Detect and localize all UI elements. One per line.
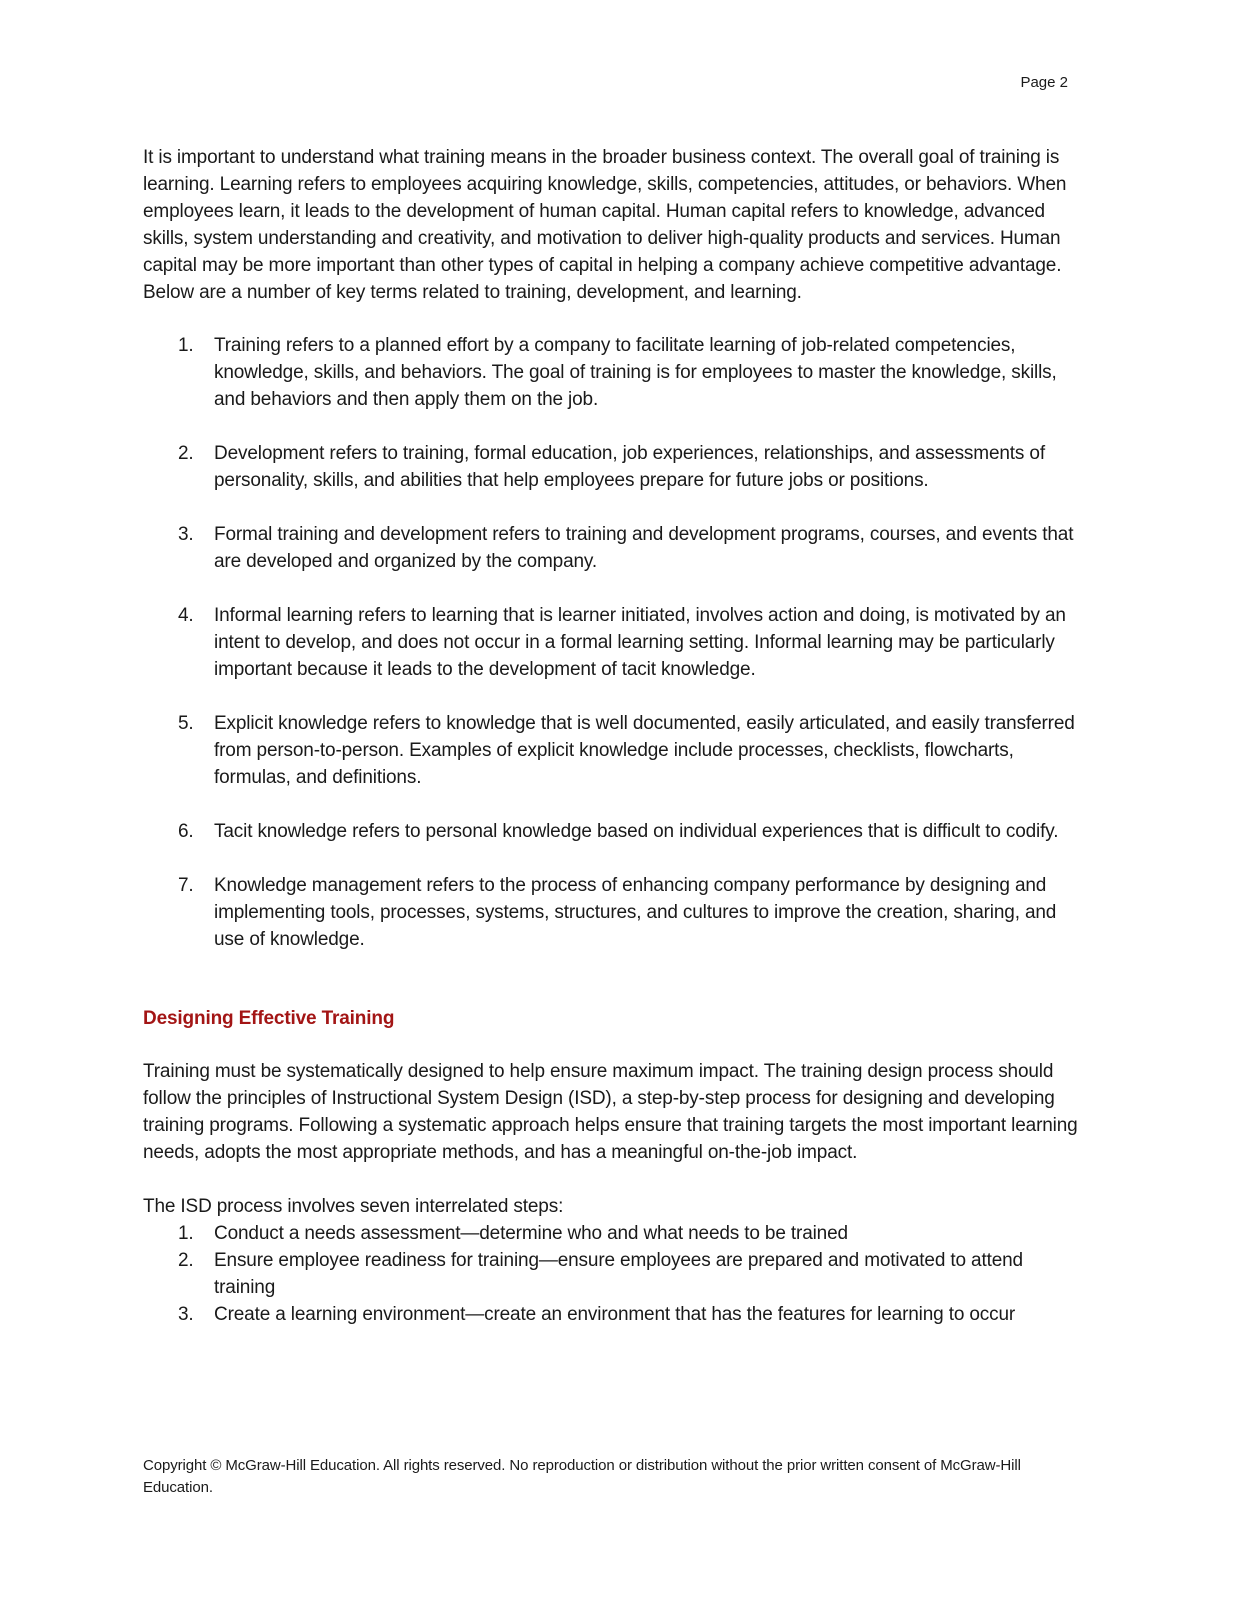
list-item — [143, 818, 1078, 845]
list-item — [143, 521, 1078, 575]
list-item — [143, 1247, 1078, 1301]
list-item-number: 7. — [178, 875, 194, 896]
intro-paragraph: It is important to understand what training means in the broader business context. The overall goal of training is learning. Learning refers to employees acquiring knowledge, skills, competencies, attitudes, or behaviors. When employees learn, it leads to the development of human capital. Human capital refers to knowledge, advanced skills, system understanding and creativity, and motivation to deliver high-quality products and services. Human capital may be more important than other types of capital in helping a company achieve competitive advantage. Below are a number of key terms related to training, development, and learning. — [143, 147, 1067, 303]
list-item — [143, 1301, 1078, 1328]
key-terms-list — [143, 332, 1078, 953]
steps-intro: The ISD process involves seven interrelated steps: — [143, 1196, 564, 1217]
list-item — [143, 440, 1078, 494]
list-item-number: 3. — [178, 524, 194, 545]
isd-steps-list — [143, 1220, 1078, 1328]
section-paragraph: Training must be systematically designed to help ensure maximum impact. The training design process should follow the principles of Instructional System Design (ISD), a step-by-step process for designing and developing training programs. Following a systematic approach helps ensure that training targets the most important learning needs, adopts the most appropriate methods, and has a meaningful on-the-job impact. — [143, 1061, 1078, 1163]
list-item-number: 1. — [178, 1223, 194, 1244]
copyright-footer: Copyright © McGraw-Hill Education. All rights reserved. No reproduction or distribution without the prior written consent of McGraw-Hill Education. — [143, 1457, 1021, 1496]
list-item-text: Formal training and development refers to training and development programs, courses, and events that are developed and organized by the company. — [214, 524, 1074, 572]
list-item — [143, 872, 1078, 953]
list-item-number: 6. — [178, 821, 194, 842]
list-item-text: Ensure employee readiness for training—ensure employees are prepared and motivated to attend training — [214, 1250, 1023, 1298]
list-item-number: 3. — [178, 1304, 194, 1325]
list-item-text: Knowledge management refers to the process of enhancing company performance by designing and implementing tools, processes, systems, structures, and cultures to improve the creation, sharing, and use of knowledge. — [214, 875, 1057, 950]
list-item-text: Create a learning environment—create an environment that has the features for learning to occur — [214, 1304, 1016, 1325]
list-item — [143, 332, 1078, 413]
section-heading: Designing Effective Training — [143, 1008, 395, 1029]
page-number: Page 2 — [1020, 74, 1068, 91]
list-item-number: 1. — [178, 335, 194, 356]
list-item-number: 5. — [178, 713, 194, 734]
list-item — [143, 710, 1078, 791]
list-item-number: 4. — [178, 605, 194, 626]
page-content — [143, 144, 1078, 1328]
list-item-number: 2. — [178, 1250, 194, 1271]
list-item — [143, 602, 1078, 683]
list-item-text: Informal learning refers to learning that is learner initiated, involves action and doing, is motivated by an intent to develop, and does not occur in a formal learning setting. Informal learning may be particularly important because it leads to the development of tacit knowledge. — [214, 605, 1066, 680]
list-item-text: Development refers to training, formal education, job experiences, relationships, and assessments of personality, skills, and abilities that help employees prepare for future jobs or positions. — [214, 443, 1045, 491]
list-item-text: Conduct a needs assessment—determine who and what needs to be trained — [214, 1223, 848, 1244]
list-item — [143, 1220, 1078, 1247]
list-item-text: Explicit knowledge refers to knowledge that is well documented, easily articulated, and easily transferred from person-to-person. Examples of explicit knowledge include processes, checklists, flowcharts, formulas, and definitions. — [214, 713, 1075, 788]
list-item-text: Tacit knowledge refers to personal knowledge based on individual experiences that is difficult to codify. — [214, 821, 1059, 842]
list-item-text: Training refers to a planned effort by a company to facilitate learning of job-related competencies, knowledge, skills, and behaviors. The goal of training is for employees to master the knowledge, skills, and behaviors and then apply them on the job. — [214, 335, 1057, 410]
list-item-number: 2. — [178, 443, 194, 464]
